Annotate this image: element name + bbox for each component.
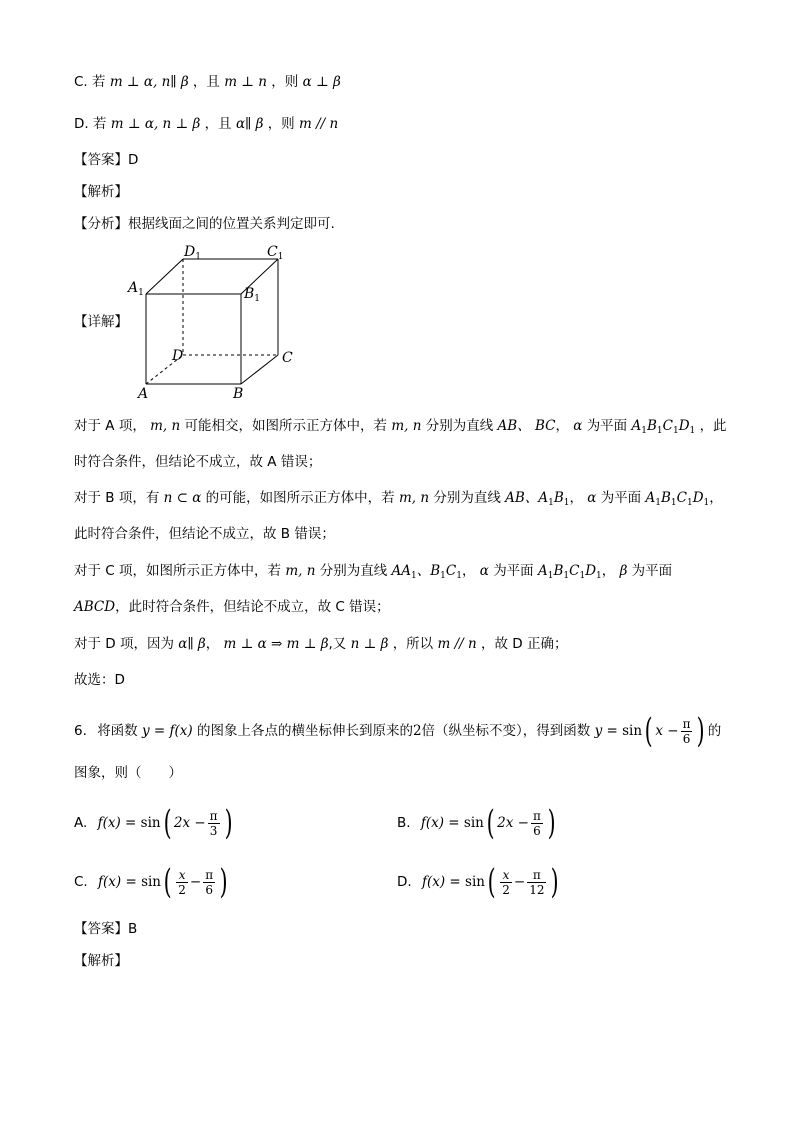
conclusion: 故选：D bbox=[74, 672, 125, 688]
math-expr: $A_1B_1C_1D_1$ bbox=[631, 418, 696, 436]
math-expr: m, n bbox=[285, 563, 316, 579]
math-expr: y = f(x) bbox=[141, 723, 193, 739]
math-expr: m ⊥ α, n ⊥ β bbox=[110, 116, 201, 132]
label-b1: $B_1$ bbox=[244, 286, 261, 304]
fraction: $\frac{\pi}{6}$ bbox=[682, 716, 691, 746]
analysis-heading-2: 【解析】 bbox=[74, 953, 128, 969]
label-c: C bbox=[282, 350, 293, 366]
math-expr: α bbox=[573, 418, 583, 434]
math-expr: AB、 BC bbox=[497, 418, 556, 434]
math-expr: m // n bbox=[298, 116, 339, 132]
question-6-line2: 图象，则（ ） bbox=[74, 765, 182, 781]
math-expr: $AA_1$、$B_1C_1$ bbox=[391, 563, 462, 581]
q6-option-b: B. f(x) = sin( 2x − $\frac{\pi}{6}$ ) bbox=[397, 803, 556, 843]
math-expr: $A_1B_1C_1D_1$ bbox=[645, 490, 710, 508]
math-expr: α ⊥ β bbox=[302, 74, 341, 90]
label-b: B bbox=[233, 386, 244, 402]
math-expr: AB、$A_1B_1$ bbox=[505, 490, 570, 508]
math-expr: 2 bbox=[412, 723, 422, 739]
math-expr: n ⊥ β bbox=[350, 636, 389, 652]
label-c1: $C_1$ bbox=[267, 244, 284, 262]
math-expr: ABCD bbox=[74, 599, 116, 615]
math-expr: $A_1B_1C_1D_1$ bbox=[537, 563, 602, 581]
q6-option-a: A. f(x) = sin( 2x − $\frac{\pi}{3}$ ) bbox=[74, 803, 233, 843]
cube-diagram bbox=[120, 238, 310, 402]
math-expr: m // n bbox=[437, 636, 477, 652]
answer-line-2: 【答案】B bbox=[74, 921, 138, 937]
label-a: A bbox=[138, 386, 149, 402]
math-expr: α∥ β bbox=[178, 636, 206, 652]
analysis-summary: 【分析】根据线面之间的位置关系判定即可. bbox=[74, 216, 335, 232]
case-b-line1: 对于 B 项，有 n ⊂ α 的可能，如图所示正方体中，若 m, n 分别为直线 AB、$A_1B_1$， α 为平面 $A_1B_1C_1D_1$， bbox=[74, 490, 723, 508]
math-expr: α bbox=[479, 563, 489, 579]
math-expr: α bbox=[587, 490, 597, 506]
label-d1: $D_1$ bbox=[184, 244, 201, 262]
case-c-line2: ABCD，此时符合条件，但结论不成立，故 C 错误； bbox=[74, 599, 390, 615]
case-a-line2: 时符合条件，但结论不成立，故 A 错误； bbox=[74, 454, 322, 470]
label-a1: $A_1$ bbox=[128, 280, 144, 298]
q6-option-d: D. f(x) = sin( $\frac{x}{2}$ − $\frac{\pi}{12}$ ) bbox=[397, 862, 560, 902]
math-expr: m, n bbox=[391, 418, 422, 434]
case-b-line2: 此时符合条件，但结论不成立，故 B 错误； bbox=[74, 526, 335, 542]
case-d-line: 对于 D 项，因为 α∥ β， m ⊥ α ⇒ m ⊥ β,又 n ⊥ β ，所以 m // n ，故 D 正确； bbox=[74, 636, 568, 652]
case-a-line1: 对于 A 项， m, n 可能相交，如图所示正方体中，若 m, n 分别为直线 AB、 BC， α 为平面 $A_1B_1C_1D_1$ ，此 bbox=[74, 418, 727, 436]
detail-heading: 【详解】 bbox=[74, 314, 128, 330]
math-expr: n ⊂ α bbox=[163, 490, 202, 506]
math-expr: m ⊥ α, n∥ β bbox=[109, 74, 189, 90]
math-expr: β bbox=[619, 563, 628, 579]
option-c: C. 若 m ⊥ α, n∥ β ，且 m ⊥ n ，则 α ⊥ β bbox=[74, 74, 341, 90]
math-expr: y = bbox=[594, 723, 623, 739]
math-expr: m ⊥ α ⇒ m ⊥ β bbox=[223, 636, 329, 652]
math-expr: m ⊥ n bbox=[224, 74, 267, 90]
case-c-line1: 对于 C 项，如图所示正方体中，若 m, n 分别为直线 $AA_1$、$B_1C_1$， α 为平面 $A_1B_1C_1D_1$， β 为平面 bbox=[74, 563, 673, 581]
math-expr: m, n bbox=[398, 490, 430, 506]
math-expr: m, n bbox=[150, 418, 181, 434]
option-d: D. 若 m ⊥ α, n ⊥ β ，且 α∥ β ，则 m // n bbox=[74, 116, 339, 132]
q6-option-c: C. f(x) = sin( $\frac{x}{2}$ − $\frac{\pi}{6}$ ) bbox=[74, 862, 228, 902]
answer-line: 【答案】D bbox=[74, 152, 139, 168]
question-6-line1: 6. 将函数 y = f(x) 的图象上各点的横坐标伸长到原来的2倍（纵坐标不变），得到函数 y = sin( x − $\frac{\pi}{6}$ ) 的 bbox=[74, 711, 722, 751]
analysis-heading: 【解析】 bbox=[74, 184, 128, 200]
math-expr: α∥ β bbox=[235, 116, 264, 132]
label-d: D bbox=[172, 348, 184, 364]
